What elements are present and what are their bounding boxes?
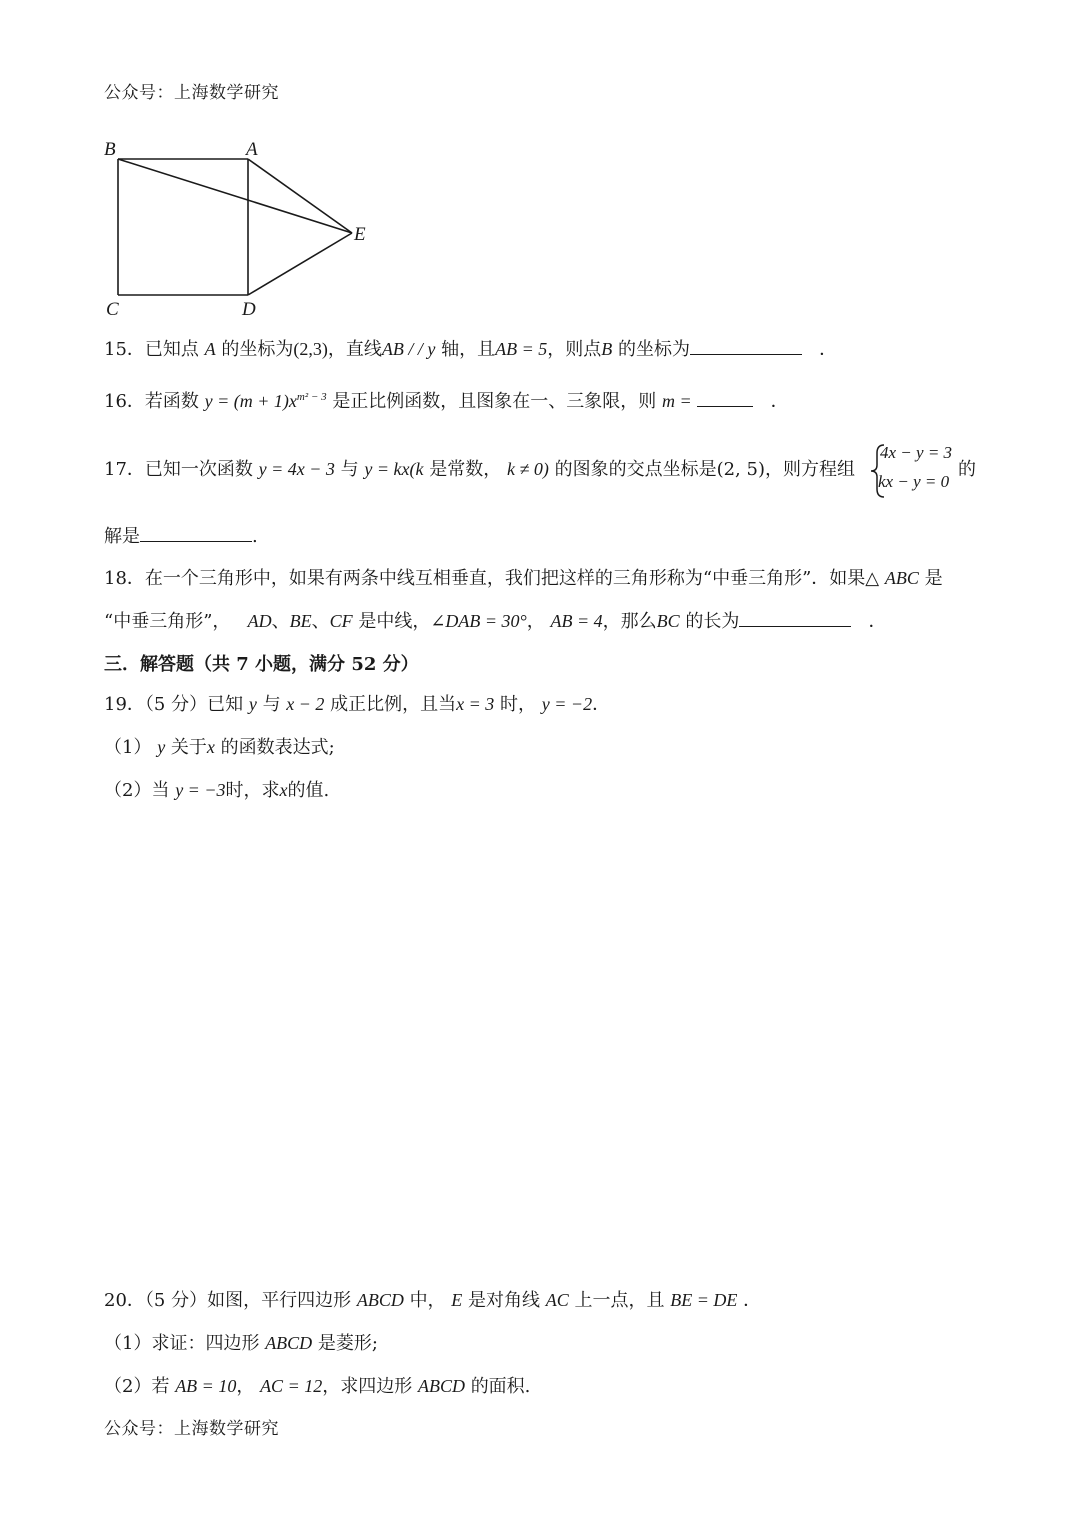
question-18: 18．在一个三角形中，如果有两条中线互相垂直，我们把这样的三角形称为“中垂三角形”．如果△ ABC 是 [104,568,943,589]
q15-length: AB = 5 [495,339,548,359]
question-19-part1: （1） y 关于x 的函数表达式; [104,737,335,758]
q15-coordinate: (2,3) [293,339,328,359]
q17-intersection: (2, 5) [716,459,765,480]
q15-number: 15． [104,339,145,360]
answer-blank[interactable] [140,523,252,542]
question-20: 20．（5 分）如图，平行四边形 ABCD 中， E 是对角线 AC 上一点，且 BE = DE ． [104,1290,762,1311]
question-19: 19．（5 分）已知 y 与 x − 2 成正比例，且当x = 3 时， y = −2． [104,694,611,715]
question-18-line2: “中垂三角形”， AD、BE、CF 是中线，∠DAB = 30°， AB = 4，那么BC 的长为 ． [104,607,887,633]
q17-number: 17． [104,459,145,480]
q19-score: （5 分） [144,694,208,715]
label-C: C [106,299,119,320]
segment-BE [118,159,352,233]
geometry-figure [96,132,386,322]
question-17-line2: 解是 . [104,522,258,548]
q16-m: m = [662,391,692,411]
q15-point-B: B [601,339,613,359]
q15-text: ，则点 [547,339,602,360]
label-D: D [242,299,256,320]
header-account: 公众号：上海数学研究 [104,83,279,103]
answer-blank[interactable] [739,608,851,627]
q17-equation-2: kx − y = 0 [878,472,950,491]
q18-angle: ∠DAB = 30° [430,611,527,631]
q16-exponent: m² − 3 [296,391,327,403]
segment-DE [248,233,352,295]
question-20-part2: （2）若 AB = 10， AC = 12，求四边形 ABCD 的面积. [104,1376,531,1397]
q17-equation-1: 4x − y = 3 [880,443,953,462]
q15-text: 的坐标为 [617,339,690,360]
q16-function: y = (m + 1)x [204,391,297,411]
q15-text: ，直线 [327,339,382,360]
question-17: 17．已知一次函数 y = 4x − 3 与 y = kx(k 是常数， k ≠ 0) 的图象的交点坐标是(2, 5)，则方程组 [104,459,855,480]
q17-text-end: 的 [958,459,976,480]
q20-score: （5 分） [144,1290,208,1311]
q17-k-condition: k ≠ 0) [506,459,549,479]
q17-function-1: y = 4x − 3 [258,459,335,479]
label-B: B [104,139,116,160]
answer-blank[interactable] [690,336,802,355]
question-20-part1: （1）求证：四边形 ABCD 是菱形; [104,1333,378,1354]
footer-account: 公众号：上海数学研究 [104,1419,279,1439]
q15-text: 已知点 [144,339,199,360]
question-16: 16．若函数 $y = (m + 1)x^{m^2 - 3}$ 是正比例函数，且图象在一、三象限，则 m = ． [104,387,789,413]
segment-AE [248,159,352,233]
answer-blank[interactable] [697,388,753,407]
q15-text: 的坐标为 [221,339,294,360]
q15-parallel: AB / / y [381,339,436,359]
q15-text: 轴，且 [441,339,496,360]
q18-number: 18． [104,568,145,589]
question-15: 15．已知点 A 的坐标为(2,3)，直线AB / / y 轴，且AB = 5，则点B 的坐标为 ． [104,335,837,361]
section-title: 三．解答题（共 7 小题，满分 52 分） [104,654,419,675]
label-A: A [246,139,258,160]
q17-function-2: y = kx(k [364,459,424,479]
q16-number: 16． [104,391,145,412]
label-E: E [354,224,366,245]
q15-point-A: A [204,339,216,359]
question-19-part2: （2）当 y = −3时，求x的值. [104,780,330,801]
